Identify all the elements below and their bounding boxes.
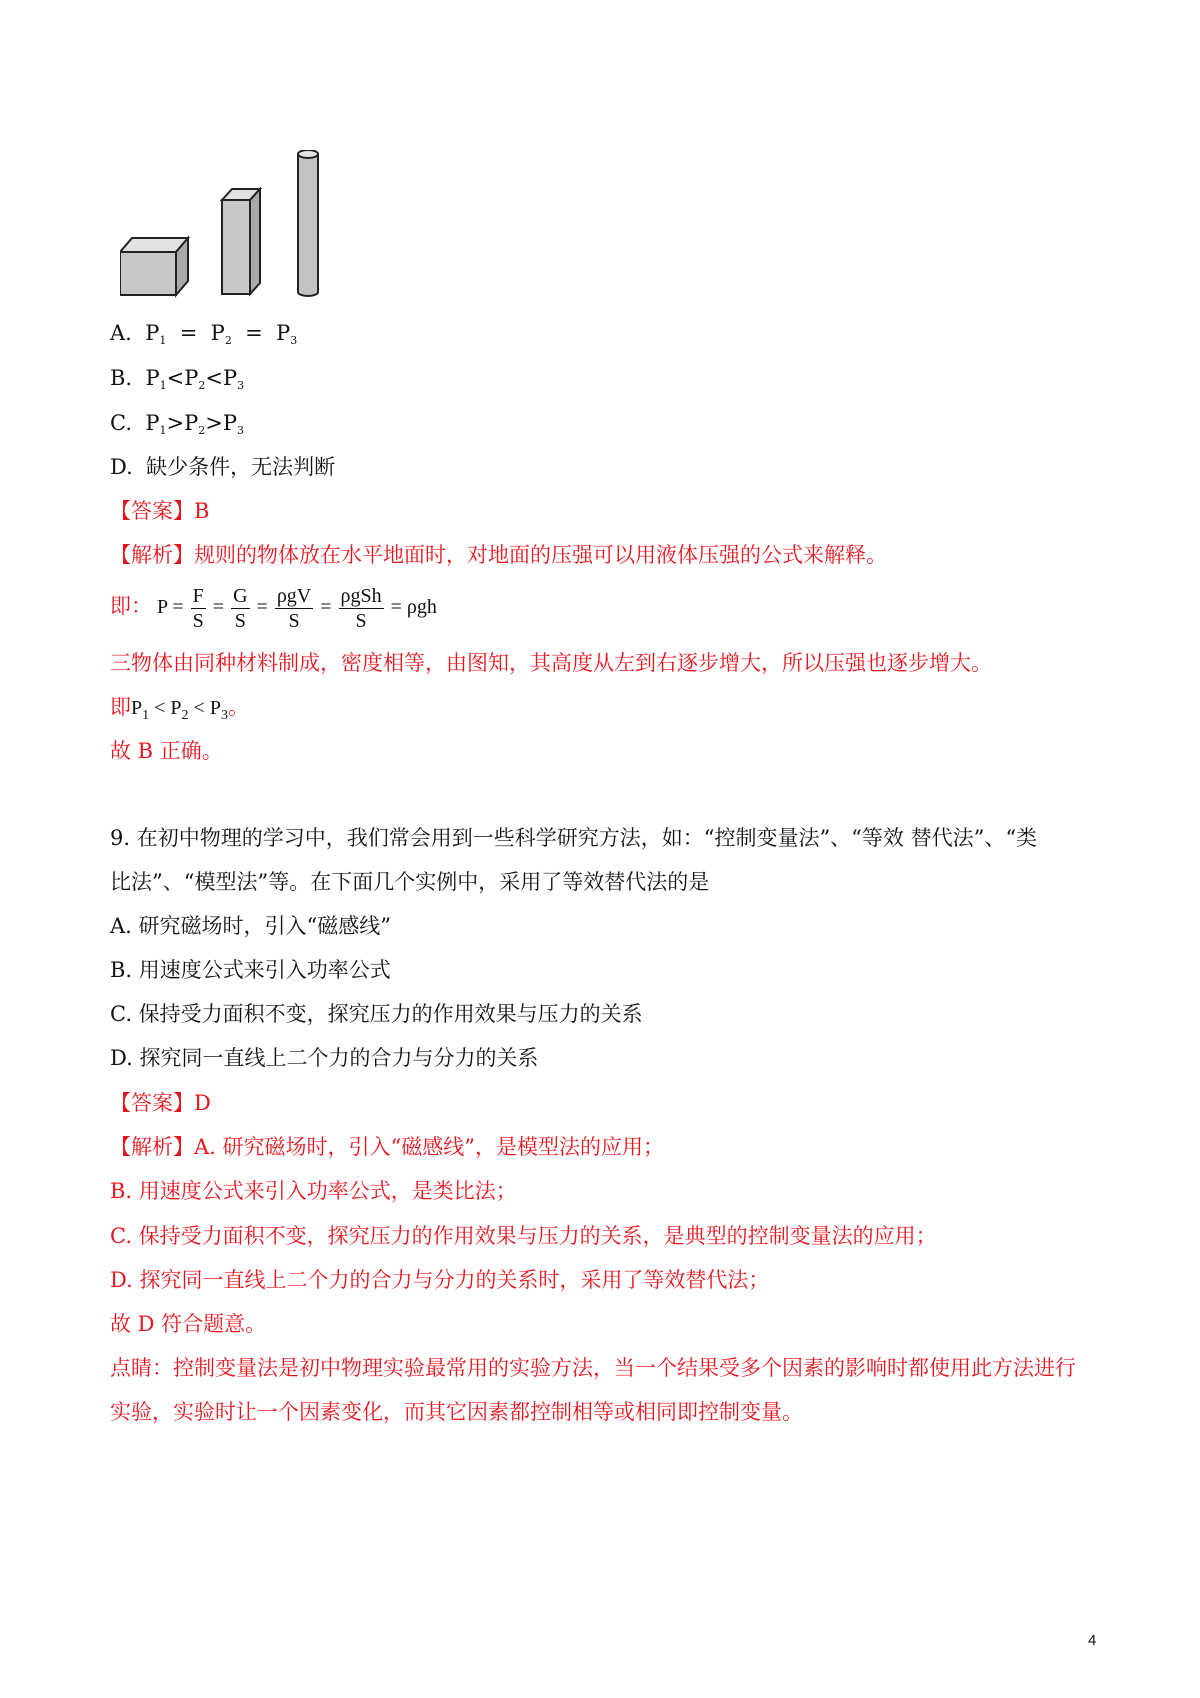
q9-option-c: C. 保持受力面积不变，探究压力的作用效果与压力的关系 — [110, 1002, 643, 1026]
greater-than-sign: > — [166, 411, 185, 435]
subscript: 3 — [220, 708, 228, 723]
q9-option-b: B. 用速度公式来引入功率公式 — [110, 958, 391, 982]
subscript: 3 — [290, 334, 298, 347]
p-symbol: P — [184, 411, 199, 435]
q9-analysis-line2: B. 用速度公式来引入功率公式，是类比法； — [110, 1179, 517, 1203]
equals-sign: = — [320, 596, 332, 618]
q8-option-b — [110, 363, 244, 401]
subscript: 2 — [198, 424, 206, 437]
q8-formula — [110, 580, 437, 633]
analysis-tag: 【解析】 — [110, 1135, 194, 1159]
fraction-f-s — [191, 584, 206, 633]
q9-conclusion: 故 D 符合题意。 — [110, 1312, 267, 1336]
subscript: 2 — [198, 379, 206, 392]
prism-solid — [222, 189, 260, 294]
option-label: C. — [110, 411, 132, 435]
q8-option-c — [110, 408, 244, 446]
line4-end: 。 — [227, 695, 249, 719]
numerator: ρgV — [276, 584, 312, 607]
formula-prefix: 即： — [110, 594, 152, 618]
q9-comment-line1: 点睛：控制变量法是初中物理实验最常用的实验方法，当一个结果受多个因素的影响时都使用此方法进行 — [110, 1356, 1076, 1380]
denominator: S — [288, 609, 300, 632]
three-solids-figure — [120, 150, 340, 310]
q9-stem-line1: 9. 在初中物理的学习中，我们常会用到一些科学研究方法，如：“控制变量法”、“等效 替代法”、“类 — [110, 826, 1038, 850]
p-symbol: P — [170, 697, 182, 719]
inequality — [131, 697, 228, 723]
numerator: F — [192, 584, 204, 607]
less-than-sign: < — [154, 697, 166, 719]
q8-option-d — [110, 452, 335, 482]
subscript: 3 — [237, 379, 245, 392]
p-symbol: P — [145, 366, 160, 390]
analysis-text: A. 研究磁场时，引入“磁感线”，是模型法的应用； — [194, 1135, 664, 1159]
fraction-g-s — [231, 584, 249, 633]
cylinder-solid — [298, 150, 318, 296]
q8-line3: 三物体由同种材料制成，密度相等，由图知，其高度从左到右逐步增大，所以压强也逐步增大。 — [110, 651, 992, 675]
subscript: 1 — [159, 379, 167, 392]
numerator: G — [233, 584, 248, 607]
equals-sign: = — [245, 321, 263, 345]
p-symbol: P — [222, 366, 238, 390]
greater-than-sign: > — [205, 411, 223, 435]
fraction-rgsh-s — [339, 584, 384, 633]
q9-stem-line2: 比法”、“模型法”等。在下面几个实例中，采用了等效替代法的是 — [110, 870, 710, 894]
q9-answer — [110, 1088, 211, 1118]
less-than-sign: < — [205, 366, 223, 390]
q9-option-d: D. 探究同一直线上二个力的合力与分力的关系 — [110, 1046, 539, 1070]
q9-comment-line2: 实验，实验时让一个因素变化，而其它因素都控制相等或相同即控制变量。 — [110, 1400, 803, 1424]
p-symbol: P — [210, 321, 225, 345]
analysis-text: 规则的物体放在水平地面时，对地面的压强可以用液体压强的公式来解释。 — [194, 543, 887, 567]
formula-lhs: P — [157, 596, 168, 618]
subscript: 1 — [159, 334, 167, 347]
p-symbol: P — [145, 321, 160, 345]
q8-analysis — [110, 540, 887, 570]
subscript: 1 — [142, 708, 150, 723]
subscript: 2 — [224, 334, 232, 347]
denominator: S — [355, 609, 367, 632]
q9-analysis-line1 — [110, 1132, 664, 1162]
subscript: 1 — [159, 424, 167, 437]
p-symbol: P — [184, 366, 199, 390]
option-label: A. — [110, 321, 132, 345]
option-text: 缺少条件，无法判断 — [146, 455, 336, 479]
subscript: 2 — [181, 708, 189, 723]
answer-value: D — [194, 1091, 211, 1115]
equals-sign: = — [179, 321, 198, 345]
p-symbol: P — [145, 411, 160, 435]
q9-analysis-line3: C. 保持受力面积不变，探究压力的作用效果与压力的关系，是典型的控制变量法的应用； — [110, 1224, 937, 1248]
subscript: 3 — [237, 424, 244, 437]
formula-body — [152, 584, 437, 632]
q8-answer — [110, 496, 209, 526]
denominator: S — [192, 609, 204, 632]
denominator: S — [234, 609, 246, 632]
equals-sign: = — [212, 596, 225, 618]
q8-line4 — [110, 692, 249, 731]
analysis-tag: 【解析】 — [110, 543, 194, 567]
fraction-rgv-s — [275, 584, 313, 633]
equals-sign: = — [172, 596, 184, 618]
numerator: ρgSh — [340, 584, 382, 607]
less-than-sign: < — [166, 366, 185, 390]
less-than-sign: < — [193, 697, 205, 719]
q8-conclusion: 故 B 正确。 — [110, 739, 223, 763]
q9-analysis-line4: D. 探究同一直线上二个力的合力与分力的关系时，采用了等效替代法； — [110, 1268, 770, 1292]
line4-prefix: 即 — [110, 695, 131, 719]
p-symbol: P — [276, 321, 291, 345]
answer-value: B — [194, 499, 210, 523]
cube-solid — [120, 238, 188, 295]
q8-option-a — [110, 318, 297, 356]
answer-tag: 【答案】 — [110, 1091, 194, 1115]
q9-option-a: A. 研究磁场时，引入“磁感线” — [110, 914, 391, 938]
p-symbol: P — [131, 697, 143, 719]
page-number: 4 — [1088, 1632, 1097, 1649]
p-symbol: P — [222, 411, 237, 435]
equals-sign: = — [390, 596, 402, 618]
equals-sign: = — [256, 596, 268, 618]
option-label: B. — [110, 366, 133, 390]
formula-result: ρgh — [406, 596, 437, 618]
option-label: D. — [110, 455, 133, 479]
answer-tag: 【答案】 — [110, 499, 194, 523]
p-symbol: P — [209, 697, 221, 719]
